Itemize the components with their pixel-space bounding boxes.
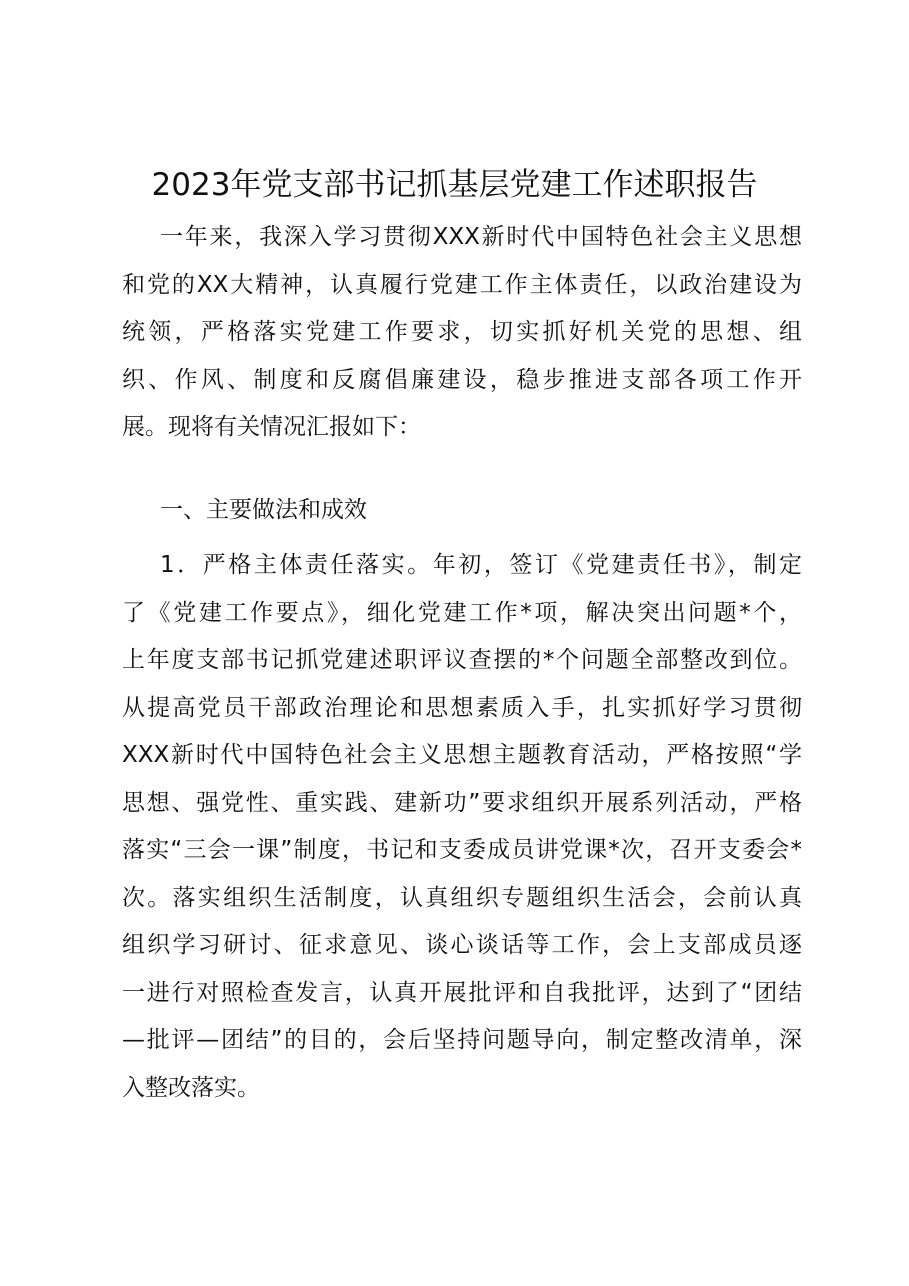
paragraph-line: 一进行对照检查发言，认真开展批评和自我批评，达到了“团结 bbox=[122, 979, 802, 1006]
paragraph-line: 了《党建工作要点》，细化党建工作*项，解决突出问题*个， bbox=[122, 599, 802, 626]
paragraph-line: 次。落实组织生活制度，认真组织专题组织生活会，会前认真 bbox=[122, 884, 802, 911]
section-heading bbox=[122, 487, 802, 535]
paragraph-line: —批评—团结”的目的，会后坚持问题导向，制定整改清单，深 bbox=[122, 1027, 802, 1053]
paragraph-line: 统领，严格落实党建工作要求，切实抓好机关党的思想、组 bbox=[122, 319, 802, 345]
paragraph-line: 上年度支部书记抓党建述职评议查摆的*个问题全部整改到位。 bbox=[122, 647, 802, 673]
paragraph-line: 落实“三会一课”制度，书记和支委成员讲党课*次，召开支委会* bbox=[122, 837, 802, 863]
paragraph-line: 思想、强党性、重实践、建新功”要求组织开展系列活动，严格 bbox=[122, 789, 802, 816]
paragraph-line: 织、作风、制度和反腐倡廉建设，稳步推进支部各项工作开 bbox=[122, 366, 802, 393]
paragraph-line: 组织学习研讨、征求意见、谈心谈话等工作，会上支部成员逐 bbox=[122, 932, 802, 958]
paragraph-line: 和党的XX大精神，认真履行党建工作主体责任，以政治建设为 bbox=[122, 271, 802, 298]
responsibility-paragraph bbox=[122, 542, 802, 1112]
paragraph-line: 入整改落实。 bbox=[122, 1074, 260, 1101]
paragraph-line: 展。现将有关情况汇报如下： bbox=[122, 414, 421, 440]
paragraph-line: 一年来，我深入学习贯彻XXX新时代中国特色社会主义思想 bbox=[160, 224, 802, 250]
intro-paragraph bbox=[122, 214, 802, 452]
paragraph-line: 从提高党员干部政治理论和思想素质入手，扎实抓好学习贯彻 bbox=[122, 694, 802, 721]
paragraph-line: XXX新时代中国特色社会主义思想主题教育活动，严格按照“学 bbox=[122, 742, 802, 768]
section-heading-text: 一、主要做法和成效 bbox=[160, 497, 367, 523]
document-title: 2023年党支部书记抓基层党建工作述职报告 bbox=[151, 167, 758, 203]
paragraph-line: 1．严格主体责任落实。年初，签订《党建责任书》，制定 bbox=[160, 552, 802, 578]
